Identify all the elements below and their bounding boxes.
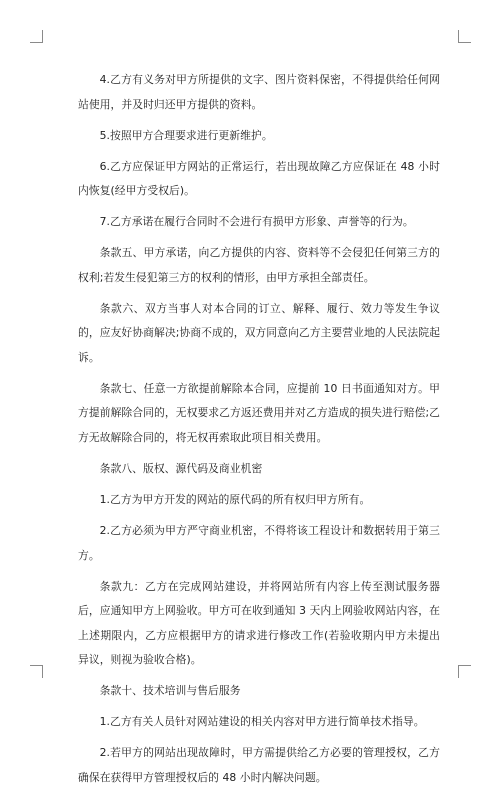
paragraph-article-10-item-2: 2.若甲方的网站出现故障时，甲方需提供给乙方必要的管理授权，乙方确保在获得甲方管理授权后的 48 小时内解决问题。 [78, 746, 440, 784]
paragraph-article-5: 条款五、甲方承诺，向乙方提供的内容、资料等不会侵犯任何第三方的权利;若发生侵犯第三方的权利的情形，由甲方承担全部责任。 [78, 246, 440, 284]
paragraph-article-9: 条款九：乙方在完成网站建设，并将网站所有内容上传至测试服务器后，应通知甲方上网验收。甲方可在收到通知 3 天内上网验收网站内容，在上述期限内，乙方应根据甲方的请求进行修改工作(若验收期内甲方未提出异议，则视为验收合格)。 [78, 579, 440, 667]
crop-mark-top-left [30, 30, 43, 43]
crop-mark-top-right [458, 30, 471, 43]
paragraph-article-6: 条款六、双方当事人对本合同的订立、解释、履行、效力等发生争议的，应友好协商解决;协商不成的，双方同意向乙方主要营业地的人民法院起诉。 [78, 301, 440, 364]
paragraph-article-8-item-1: 1.乙方为甲方开发的网站的原代码的所有权归甲方所有。 [99, 493, 371, 507]
paragraph-clause-6-uptime: 6.乙方应保证甲方网站的正常运行，若出现故障乙方应保证在 48 小时内恢复(经甲方受权后)。 [78, 159, 440, 198]
heading-article-10: 条款十、技术培训与售后服务 [99, 684, 241, 698]
paragraph-article-10-item-1: 1.乙方有关人员针对网站建设的相关内容对甲方进行简单技术指导。 [99, 715, 425, 729]
paragraph-clause-7-reputation: 7.乙方承诺在履行合同时不会进行有损甲方形象、声誉等的行为。 [99, 215, 414, 229]
paragraph-article-7: 条款七、任意一方欲提前解除本合同，应提前 10 日书面通知对方。甲方提前解除合同的，无权要求乙方返还费用并对乙方造成的损失进行赔偿;乙方无故解除合同的，将无权再索取此项目相关费用。 [78, 381, 440, 445]
crop-mark-bottom-left [30, 665, 43, 678]
paragraph-clause-5-maintenance: 5.按照甲方合理要求进行更新维护。 [99, 128, 273, 142]
heading-article-8: 条款八、版权、源代码及商业机密 [99, 462, 263, 476]
paragraph-article-8-item-2: 2.乙方必须为甲方严守商业机密，不得将该工程设计和数据转用于第三方。 [78, 524, 440, 562]
document-body [78, 68, 440, 797]
crop-mark-bottom-right [458, 665, 471, 678]
paragraph-clause-4-confidentiality: 4.乙方有义务对甲方所提供的文字、图片资料保密，不得提供给任何网站使用，并及时归还甲方提供的资料。 [78, 73, 440, 111]
